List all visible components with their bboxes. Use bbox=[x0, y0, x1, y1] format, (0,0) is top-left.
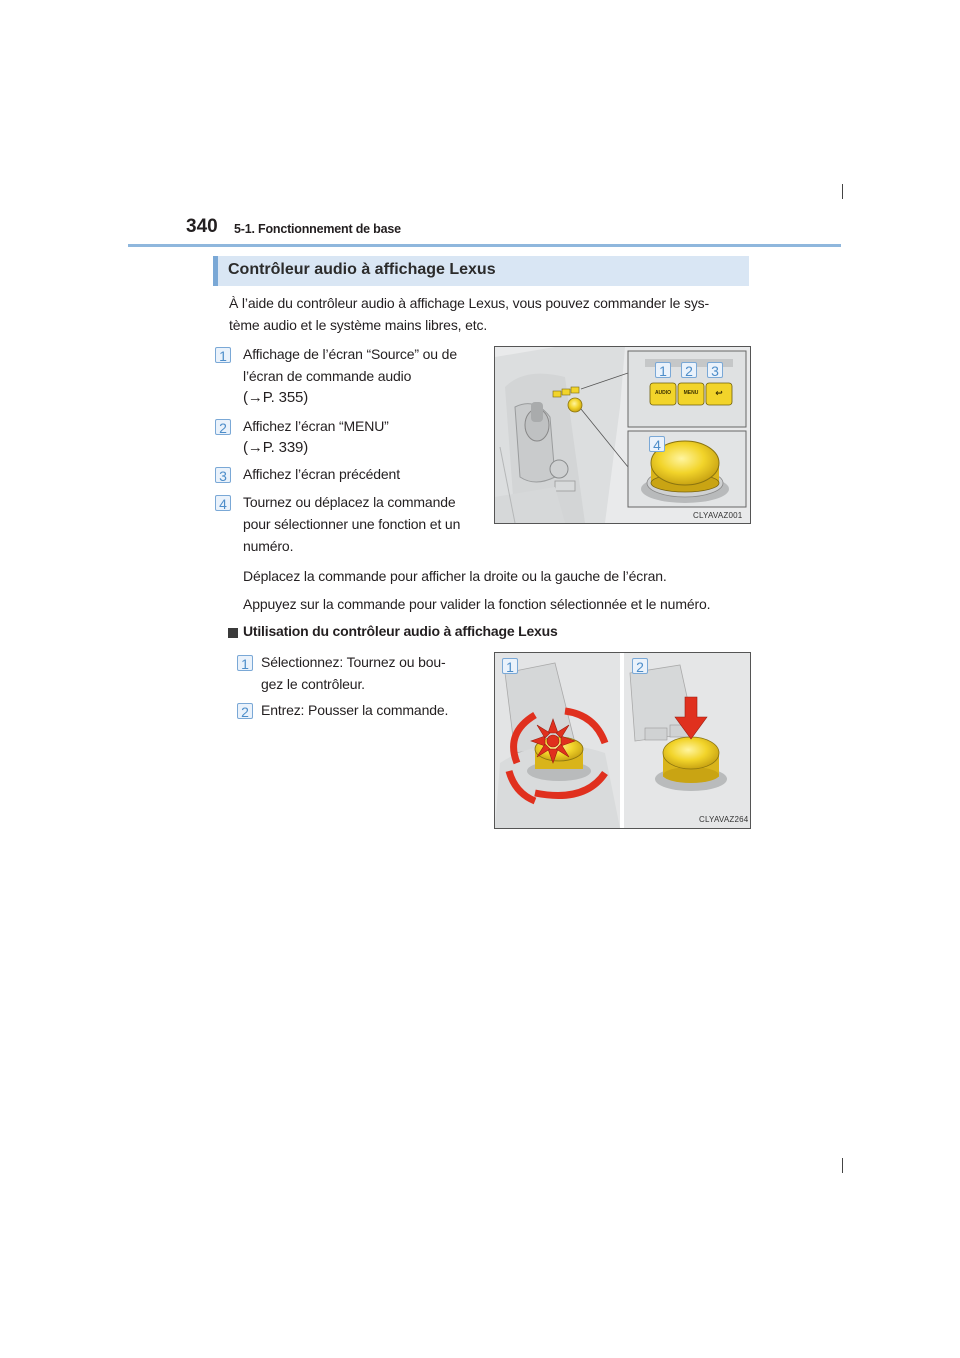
sub-item-2-line-1: Entrez: Pousser la commande. bbox=[261, 702, 449, 718]
item-3-line-1: Affichez l’écran précédent bbox=[243, 466, 400, 482]
intro-paragraph bbox=[229, 292, 749, 336]
menu-button: MENU bbox=[683, 390, 699, 396]
item-3-text bbox=[243, 463, 481, 485]
figure2-callout-1: 1 bbox=[502, 658, 518, 674]
breadcrumb: 5-1. Fonctionnement de base bbox=[234, 222, 401, 236]
bullet-square-icon bbox=[228, 628, 238, 638]
item-1-line-2: l’écran de commande audio bbox=[243, 368, 412, 384]
item-2-line-2: (→P. 339) bbox=[243, 439, 309, 456]
intro-line-2: tème audio et le système mains libres, etc. bbox=[229, 317, 488, 333]
figure1-callout-3: 3 bbox=[707, 362, 723, 378]
item-4-line-1: Tournez ou déplacez la commande bbox=[243, 494, 456, 510]
item-number-3: 3 bbox=[215, 467, 231, 483]
sub-item-1-line-1: Sélectionnez: Tournez ou bou- bbox=[261, 654, 446, 670]
figure2-code: CLYAVAZ264 bbox=[699, 815, 749, 824]
figure1-code: CLYAVAZ001 bbox=[693, 511, 743, 520]
figure-controller-usage-drawing bbox=[495, 653, 750, 828]
section-title: Contrôleur audio à affichage Lexus bbox=[228, 261, 496, 278]
item-4-line-3: numéro. bbox=[243, 538, 294, 554]
sub-item-1-line-2: gez le contrôleur. bbox=[261, 676, 365, 692]
sub-item-number-1: 1 bbox=[237, 655, 253, 671]
figure1-callout-2: 2 bbox=[681, 362, 697, 378]
item-number-2: 2 bbox=[215, 419, 231, 435]
item-1-line-1: Affichage de l’écran “Source” ou de bbox=[243, 346, 457, 362]
item-2-line-1: Affichez l’écran “MENU” bbox=[243, 418, 389, 434]
subsection-title: Utilisation du contrôleur audio à affichage Lexus bbox=[243, 623, 558, 639]
item-number-1: 1 bbox=[215, 347, 231, 363]
sub-item-2-text bbox=[261, 699, 483, 721]
figure1-callout-1: 1 bbox=[655, 362, 671, 378]
item-number-4: 4 bbox=[215, 495, 231, 511]
sub-item-number-2: 2 bbox=[237, 703, 253, 719]
note-2: Appuyez sur la commande pour valider la fonction sélectionnée et le numéro. bbox=[243, 596, 711, 612]
item-1-text bbox=[243, 343, 481, 409]
note-1: Déplacez la commande pour afficher la droite ou la gauche de l’écran. bbox=[243, 568, 667, 584]
figure-controller-overview bbox=[494, 346, 751, 524]
item-4-text bbox=[243, 491, 481, 557]
figure2-callout-2: 2 bbox=[632, 658, 648, 674]
crop-mark-top bbox=[842, 184, 843, 199]
header-rule bbox=[128, 244, 841, 247]
intro-line-1: À l’aide du contrôleur audio à affichage Lexus, vous pouvez commander le sys- bbox=[229, 295, 710, 311]
audio-button: AUDIO bbox=[654, 390, 672, 396]
item-2-text bbox=[243, 415, 481, 459]
item-4-line-2: pour sélectionner une fonction et un bbox=[243, 516, 461, 532]
back-button: ↩ bbox=[715, 388, 723, 398]
page-number: 340 bbox=[186, 216, 218, 237]
item-1-line-3: (→P. 355) bbox=[243, 389, 309, 406]
figure-controller-usage bbox=[494, 652, 751, 829]
section-title-bar bbox=[213, 256, 749, 286]
figure1-callout-4: 4 bbox=[649, 436, 665, 452]
crop-mark-bottom bbox=[842, 1158, 843, 1173]
sub-item-1-text bbox=[261, 651, 483, 695]
